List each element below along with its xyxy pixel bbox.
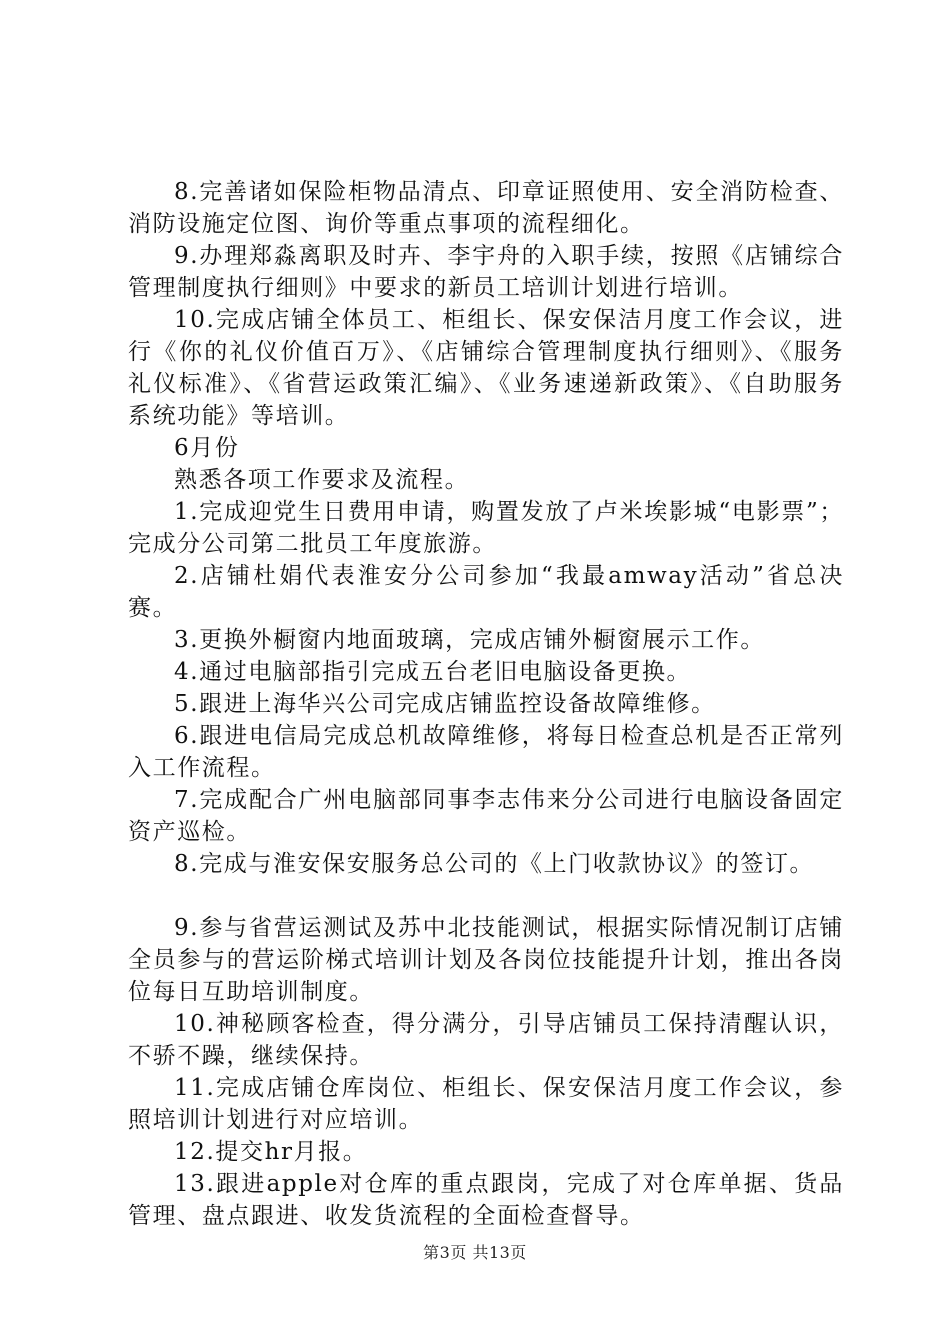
paragraph-item-9: 9.参与省营运测试及苏中北技能测试，根据实际情况制订店铺全员参与的营运阶梯式培训计划及各岗位技能提升计划，推出各岗位每日互助培训制度。: [128, 915, 844, 1005]
paragraph-item-8-safety: 8.完善诸如保险柜物品清点、印章证照使用、安全消防检查、消防设施定位图、询价等重点事项的流程细化。: [128, 179, 844, 237]
paragraph-item-5: 5.跟进上海华兴公司完成店铺监控设备故障维修。: [174, 691, 716, 717]
paragraph-item-10: 10.神秘顾客检查，得分满分，引导店铺员工保持清醒认识，不骄不躁，继续保持。: [128, 1011, 844, 1069]
page-number-footer: 第3页 共13页: [423, 1243, 527, 1262]
paragraph-item-10-training: 10.完成店铺全体员工、柜组长、保安保洁月度工作会议，进行《你的礼仪价值百万》、《店铺综合管理制度执行细则》、《服务礼仪标准》、《省营运政策汇编》、《业务速递新政策》、《自助服务系统功能》等培训。: [128, 307, 844, 429]
section-heading-june: 6月份: [174, 435, 240, 461]
document-body: [128, 176, 844, 1232]
paragraph-item-13: 13.跟进apple对仓库的重点跟岗，完成了对仓库单据、货品管理、盘点跟进、收发货流程的全面检查督导。: [128, 1171, 844, 1229]
paragraph-item-4: 4.通过电脑部指引完成五台老旧电脑设备更换。: [174, 659, 692, 685]
paragraph-item-3: 3.更换外橱窗内地面玻璃，完成店铺外橱窗展示工作。: [174, 627, 765, 653]
paragraph-item-11: 11.完成店铺仓库岗位、柜组长、保安保洁月度工作会议，参照培训计划进行对应培训。: [128, 1075, 844, 1133]
paragraph-item-7: 7.完成配合广州电脑部同事李志伟来分公司进行电脑设备固定资产巡检。: [128, 787, 844, 845]
paragraph-item-8: 8.完成与淮安保安服务总公司的《上门收款协议》的签订。: [174, 851, 815, 877]
paragraph-intro: 熟悉各项工作要求及流程。: [174, 467, 470, 493]
paragraph-item-6: 6.跟进电信局完成总机故障维修，将每日检查总机是否正常列入工作流程。: [128, 723, 844, 781]
paragraph-item-1: 1.完成迎党生日费用申请，购置发放了卢米埃影城“电影票”；完成分公司第二批员工年度旅游。: [128, 499, 844, 557]
paragraph-item-2: 2.店铺杜娟代表淮安分公司参加“我最amway活动”省总决赛。: [128, 563, 844, 621]
paragraph-item-9-onboarding: 9.办理郑淼离职及时卉、李宇舟的入职手续，按照《店铺综合管理制度执行细则》中要求的新员工培训计划进行培训。: [128, 243, 844, 301]
paragraph-item-12: 12.提交hr月报。: [174, 1139, 368, 1165]
